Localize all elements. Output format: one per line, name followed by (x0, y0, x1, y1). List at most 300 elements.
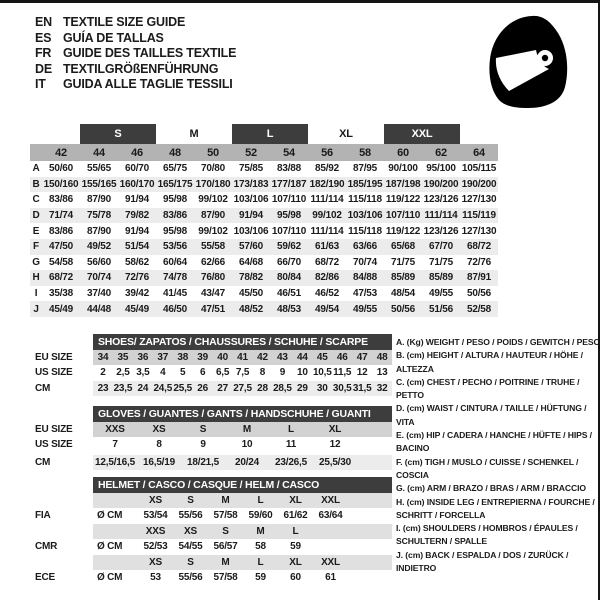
helmet-size-header-cell: XL (289, 556, 302, 568)
row-label: US SIZE (35, 439, 73, 451)
size-cell: 48/53 (276, 303, 302, 315)
legend-item: F. (cm) TIGH / MUSLO / CUISSE / SCHENKEL / COSCIA (396, 456, 579, 480)
shoe-size-cell: 47 (356, 351, 368, 363)
col-header: 58 (359, 146, 371, 159)
col-header: 50 (207, 146, 219, 159)
row-letter: E (32, 225, 40, 237)
size-cell: 48/54 (390, 288, 416, 300)
size-cell: 87/95 (352, 163, 378, 175)
row-label: EU SIZE (35, 423, 73, 435)
size-cell: 60/64 (162, 256, 188, 268)
helmet-size-cell: 61/62 (283, 510, 308, 522)
helmet-size-header-cell: S (187, 556, 194, 568)
size-cell: 58/62 (124, 256, 150, 268)
size-row (30, 192, 498, 208)
size-cell: 103/106 (347, 210, 383, 222)
shoes-table-title: SHOES/ ZAPATOS / CHAUSSURES / SCHUHE / SCARPE (93, 334, 392, 350)
size-cell: 54/58 (48, 256, 74, 268)
row-label: FIA (35, 510, 51, 522)
col-header: 42 (55, 146, 67, 159)
legend-item: A. (Kg) WEIGHT / PESO / POIDS / GEWITCH / PESO (396, 337, 600, 347)
size-cell: 83/88 (276, 163, 302, 175)
size-band-xl: XL (339, 128, 353, 140)
size-cell: 53/56 (162, 241, 188, 253)
size-cell: 123/126 (423, 225, 459, 237)
gloves-row (30, 422, 392, 438)
size-row (30, 286, 498, 302)
shoe-size-cell: 24 (137, 382, 149, 394)
helmet-size-header-cell: L (292, 525, 299, 537)
col-header: 46 (131, 146, 143, 159)
size-cell: 66/70 (276, 256, 302, 268)
helmet-size-cell: 61 (325, 572, 336, 584)
row-label: CM (35, 456, 51, 468)
size-cell: 95/98 (162, 225, 188, 237)
size-cell: 190/200 (461, 178, 497, 190)
size-cell: 105/115 (461, 163, 497, 175)
size-cell: 56/60 (86, 256, 112, 268)
helmet-sizes-row (30, 524, 392, 540)
size-cell: 47/50 (48, 241, 74, 253)
language-row (35, 15, 236, 31)
shoe-size-cell: 27 (217, 382, 228, 394)
size-cell: 55/65 (86, 163, 112, 175)
language-row (35, 77, 236, 93)
spacer-cell (93, 493, 138, 509)
top-border-line (0, 0, 600, 3)
shoe-size-cell: 44 (296, 351, 308, 363)
legend-item: B. (cm) HEIGHT / ALTURA / HAUTEUR / HÖHE / ALTEZZA (396, 350, 583, 374)
shoe-size-cell: 45 (316, 351, 328, 363)
shoe-size-cell: 4 (160, 367, 166, 379)
size-row (30, 161, 498, 177)
language-code: DE (35, 61, 52, 76)
shoe-size-cell: 25,5 (173, 382, 193, 394)
measurement-legend (396, 336, 600, 575)
helmet-table-body (30, 493, 392, 586)
helmet-size-cell: 60 (290, 572, 301, 584)
glove-size-cell: 9 (200, 439, 206, 451)
helmet-size-table (30, 477, 392, 586)
legend-item: E. (cm) HIP / CADERA / HANCHE / HÜFTE / HIPS / BACINO (396, 430, 592, 454)
size-cell: 83/86 (162, 210, 188, 222)
row-values (93, 350, 392, 366)
helmet-size-cell: 55/56 (178, 572, 203, 584)
row-label (30, 524, 93, 540)
language-title-list (35, 15, 236, 93)
size-cell: 99/102 (198, 194, 228, 206)
helmet-size-cell: 58 (255, 541, 266, 553)
shoe-size-cell: 6,5 (215, 367, 230, 379)
size-cell: 71/74 (48, 210, 74, 222)
row-values (93, 539, 392, 555)
size-cell: 46/50 (162, 303, 188, 315)
glove-size-cell: L (288, 423, 294, 435)
row-label: US SIZE (35, 367, 73, 379)
shoe-size-cell: 38 (177, 351, 189, 363)
diameter-unit-cell: Ø CM (97, 572, 123, 584)
size-cell: 127/130 (461, 194, 497, 206)
size-cell: 71/75 (390, 256, 416, 268)
size-cell: 47/51 (200, 303, 226, 315)
size-cell: 150/160 (43, 178, 79, 190)
row-values (93, 381, 392, 397)
helmet-size-header-cell: XS (149, 556, 162, 568)
size-row (30, 223, 498, 239)
size-cell: 59/62 (276, 241, 302, 253)
shoe-size-cell: 46 (336, 351, 348, 363)
row-letter: G (32, 256, 40, 268)
size-cell: 177/187 (271, 178, 307, 190)
helmet-title-row (30, 477, 392, 493)
size-cell: 57/60 (238, 241, 264, 253)
row-values (93, 455, 392, 471)
helmet-size-cell: 63/64 (318, 510, 343, 522)
glove-size-cell: XXS (105, 423, 125, 435)
helmet-size-header-cell: M (221, 556, 230, 568)
helmet-size-cell (313, 539, 348, 555)
size-band-s: S (80, 124, 156, 144)
gloves-table-body (30, 422, 392, 471)
size-cell: 115/118 (348, 194, 382, 206)
size-cell: 107/110 (271, 194, 307, 206)
band-spacer (30, 124, 80, 144)
gloves-row (30, 437, 392, 453)
size-cell: 170/180 (195, 178, 231, 190)
size-cell: 67/70 (428, 241, 454, 253)
glove-size-cell: 16,5/19 (143, 456, 175, 468)
size-cell: 68/72 (48, 272, 74, 284)
size-row (30, 177, 498, 193)
glove-size-cell: 7 (112, 439, 118, 451)
size-cell: 91/94 (238, 210, 264, 222)
size-cell: 43/47 (200, 288, 226, 300)
diameter-unit-cell: Ø CM (97, 510, 123, 522)
size-cell: 115/119 (462, 210, 496, 222)
shoe-size-cell: 30 (316, 382, 328, 394)
row-letter: C (32, 194, 40, 206)
row-label: CM (35, 382, 51, 394)
helmet-size-header-cell: XS (149, 494, 162, 506)
legend-item: H. (cm) INSIDE LEG / ENTREPIERNA / FOURCHE / SCHRITT / FORCELLA (396, 496, 595, 520)
size-cell: 78/82 (238, 272, 264, 284)
helmet-size-cell: 53/54 (143, 510, 168, 522)
glove-size-cell: XS (152, 423, 166, 435)
language-title: TEXTILE SIZE GUIDE (63, 15, 186, 29)
glove-size-cell: S (199, 423, 207, 435)
helmet-size-header-cell: S (187, 494, 194, 506)
row-values (93, 422, 392, 438)
spacer (30, 477, 93, 493)
col-header: 44 (93, 146, 105, 159)
size-cell: 90/100 (388, 163, 418, 175)
helmet-size-header-cell: M (256, 525, 265, 537)
size-cell: 82/86 (314, 272, 340, 284)
row-values (93, 524, 392, 540)
gloves-size-table (30, 406, 392, 470)
size-cell: 173/183 (233, 178, 269, 190)
size-cell: 99/102 (198, 225, 228, 237)
size-cell: 51/56 (428, 303, 454, 315)
glove-size-cell: 12 (329, 439, 341, 451)
size-band-m: M (189, 128, 199, 140)
shoe-size-cell: 36 (137, 351, 149, 363)
size-cell: 70/74 (352, 256, 378, 268)
size-cell: 119/122 (385, 194, 421, 206)
helmet-size-cell: 59 (255, 572, 266, 584)
size-cell: 70/80 (200, 163, 226, 175)
shoe-size-cell: 37 (157, 351, 169, 363)
shoe-size-cell: 31,5 (352, 382, 372, 394)
spacer (30, 334, 93, 350)
language-code: FR (35, 46, 52, 60)
size-cell: 50/60 (48, 163, 74, 175)
shoe-size-cell: 27,5 (233, 382, 252, 394)
helmet-size-header-cell: S (222, 525, 229, 537)
shoes-title-row (30, 334, 392, 350)
helmet-sizes-row (30, 555, 392, 571)
size-cell: 52/58 (466, 303, 492, 315)
helmet-values-row (30, 539, 392, 555)
size-cell: 107/110 (271, 225, 307, 237)
col-header: 64 (473, 146, 485, 159)
row-label: EU SIZE (35, 351, 73, 363)
size-cell: 65/75 (162, 163, 188, 175)
shoe-size-cell: 2,5 (116, 367, 130, 379)
size-cell: 103/106 (233, 194, 269, 206)
gloves-row (30, 455, 392, 471)
row-letter: A (32, 163, 40, 175)
helmet-size-header-cell: XS (184, 525, 197, 537)
size-cell: 49/55 (352, 303, 378, 315)
shoe-size-cell: 11,5 (333, 367, 352, 379)
shoes-size-table (30, 334, 392, 396)
spacer-cell (93, 555, 138, 571)
helmet-size-cell: 57/58 (213, 572, 238, 584)
language-row (35, 31, 236, 47)
helmet-size-cell: 56/57 (213, 541, 238, 553)
size-cell: 55/58 (200, 241, 226, 253)
size-cell: 46/51 (276, 288, 302, 300)
size-cell: 50/56 (466, 288, 492, 300)
size-cell: 47/53 (352, 288, 378, 300)
legend-item: I. (cm) SHOULDERS / HOMBROS / ÉPAULES / SCHULTERN / SPALLE (396, 523, 578, 547)
helmet-size-cell: 55/56 (178, 510, 203, 522)
helmet-size-cell: 59/60 (248, 510, 273, 522)
size-cell: 75/85 (238, 163, 264, 175)
size-cell: 155/165 (81, 178, 117, 190)
row-label (30, 555, 93, 571)
size-cell: 190/200 (423, 178, 459, 190)
size-cell: 41/45 (162, 288, 188, 300)
row-letter: D (32, 210, 40, 222)
size-cell: 45/50 (238, 288, 264, 300)
shoe-size-cell: 28 (257, 382, 268, 394)
col-header: 56 (321, 146, 333, 159)
shoe-size-cell: 9 (279, 367, 286, 379)
shoe-size-cell: 2 (100, 367, 106, 379)
shoe-size-cell: 35 (117, 351, 129, 363)
helmet-size-header-cell: XL (289, 494, 302, 506)
size-cell: 49/54 (314, 303, 340, 315)
size-band-row (30, 124, 498, 144)
shoe-size-cell: 7,5 (235, 367, 250, 379)
size-cell: 119/122 (385, 225, 421, 237)
row-label (30, 493, 93, 509)
size-cell: 123/126 (423, 194, 459, 206)
size-cell: 185/195 (347, 178, 383, 190)
shoe-size-cell: 42 (257, 351, 268, 363)
size-cell: 91/94 (124, 194, 150, 206)
language-code: IT (35, 77, 46, 91)
row-letter: H (32, 272, 40, 284)
language-title: GUIDA ALLE TAGLIE TESSILI (63, 77, 233, 91)
size-cell: 85/92 (314, 163, 340, 175)
glove-size-cell: M (242, 423, 252, 435)
row-letter: I (34, 288, 38, 300)
size-cell: 71/75 (428, 256, 454, 268)
size-cell: 44/48 (86, 303, 112, 315)
helmet-size-cell: 59 (290, 541, 301, 553)
size-cell: 68/72 (466, 241, 492, 253)
helmet-size-cell: 57/58 (213, 510, 238, 522)
helmet-size-cell: 54/55 (178, 541, 203, 553)
legend-item: G. (cm) ARM / BRAZO / BRAS / ARM / BRACCIO (396, 483, 586, 494)
shoe-size-cell: 39 (197, 351, 209, 363)
language-row (35, 46, 236, 62)
helmet-size-header-cell: XXL (321, 556, 340, 568)
row-letter: J (33, 303, 39, 315)
col-header: 54 (283, 146, 295, 159)
helmet-size-header-cell: XXL (321, 494, 340, 506)
size-cell: 111/114 (424, 210, 458, 222)
shoe-size-cell: 34 (97, 351, 109, 363)
size-cell: 70/74 (86, 272, 112, 284)
size-cell: 87/90 (86, 225, 112, 237)
textile-size-table (30, 124, 498, 317)
shoes-row (30, 350, 392, 366)
glove-size-cell: 8 (156, 439, 162, 451)
glove-size-cell: 11 (285, 439, 297, 451)
size-cell: 60/70 (124, 163, 150, 175)
row-values (93, 555, 392, 571)
size-cell: 68/72 (314, 256, 340, 268)
shoe-size-cell: 23 (97, 382, 109, 394)
language-code: ES (35, 30, 52, 45)
size-cell: 84/88 (352, 272, 378, 284)
legend-item: J. (cm) BACK / ESPALDA / DOS / ZURÜCK / INDIETRO (396, 549, 569, 574)
glove-size-cell: 10 (241, 439, 253, 451)
legend-item: D. (cm) WAIST / CINTURA / TAILLE / HÜFTUNG / VITA (396, 403, 587, 427)
size-cell: 74/78 (162, 272, 188, 284)
row-values (93, 365, 392, 381)
language-title: TEXTILGRÖßENFÜHRUNG (63, 61, 219, 76)
row-values (93, 570, 392, 586)
size-cell: 80/84 (276, 272, 302, 284)
shoe-size-cell: 48 (376, 351, 388, 363)
size-cell: 99/102 (312, 210, 342, 222)
language-title: GUÍA DE TALLAS (63, 30, 164, 45)
shoe-size-cell: 30,5 (332, 382, 352, 394)
size-cell: 107/110 (385, 210, 421, 222)
size-cell: 127/130 (461, 225, 497, 237)
size-column-header-row (30, 144, 498, 161)
glove-size-cell: 20/24 (234, 456, 260, 468)
glove-size-cell: 18/21,5 (187, 456, 219, 468)
col-header: 52 (245, 146, 257, 159)
size-cell: 45/49 (124, 303, 150, 315)
size-cell: 87/90 (86, 194, 112, 206)
size-cell: 79/82 (124, 210, 150, 222)
shoes-row (30, 365, 392, 381)
size-cell: 37/40 (86, 288, 112, 300)
shoe-size-cell: 6 (199, 367, 206, 379)
size-cell: 39/42 (124, 288, 150, 300)
legend-item: C. (cm) CHEST / PECHO / POITRINE / TRUHE / PETTO (396, 376, 580, 401)
shoe-size-cell: 26 (197, 382, 209, 394)
row-label: CMR (35, 541, 58, 553)
shoe-size-cell: 12 (356, 367, 368, 379)
size-cell: 91/94 (124, 225, 150, 237)
size-cell: 87/91 (466, 272, 492, 284)
gloves-title-row (30, 406, 392, 422)
size-cell: 111/114 (310, 194, 344, 206)
col-header: 62 (435, 146, 447, 159)
spacer-cell (93, 524, 138, 540)
size-cell: 51/54 (124, 241, 150, 253)
size-cell: 50/56 (390, 303, 416, 315)
diameter-unit-cell: Ø CM (97, 541, 123, 553)
size-cell: 95/98 (162, 194, 188, 206)
size-row (30, 301, 498, 317)
size-row (30, 208, 498, 224)
size-band-l: L (232, 124, 308, 144)
size-row (30, 239, 498, 255)
size-cell: 75/78 (86, 210, 112, 222)
row-label: ECE (35, 572, 55, 584)
size-cell: 87/90 (200, 210, 226, 222)
size-cell: 83/86 (48, 194, 74, 206)
size-cell: 48/52 (238, 303, 264, 315)
row-letter: B (32, 178, 40, 190)
shoe-size-cell: 23,5 (113, 382, 133, 394)
shoe-size-cell: 28,5 (273, 382, 292, 394)
language-row (35, 62, 236, 78)
size-cell: 65/68 (390, 241, 416, 253)
size-cell: 187/198 (385, 178, 421, 190)
shoe-size-cell: 24,5 (153, 382, 173, 394)
band-spacer (460, 124, 498, 144)
size-cell: 115/118 (348, 225, 382, 237)
glove-size-cell: 25,5/30 (319, 456, 351, 468)
shoe-size-cell: 8 (259, 367, 266, 379)
helmet-sizes-row (30, 493, 392, 509)
size-table-body (30, 161, 498, 317)
size-cell: 49/52 (86, 241, 112, 253)
col-header: 60 (397, 146, 409, 159)
size-cell: 111/114 (310, 225, 344, 237)
size-band-xxl: XXL (384, 124, 460, 144)
shoes-row (30, 381, 392, 397)
shoe-size-cell: 3,5 (136, 367, 150, 379)
glove-size-cell: 23/26,5 (275, 456, 307, 468)
helmet-size-header-cell: L (257, 556, 264, 568)
size-cell: 76/80 (200, 272, 226, 284)
glove-size-cell: 12,5/16,5 (95, 456, 135, 468)
helmet-size-cell: 52/53 (143, 541, 168, 553)
shoe-size-cell: 13 (376, 367, 388, 379)
col-header: 48 (169, 146, 181, 159)
